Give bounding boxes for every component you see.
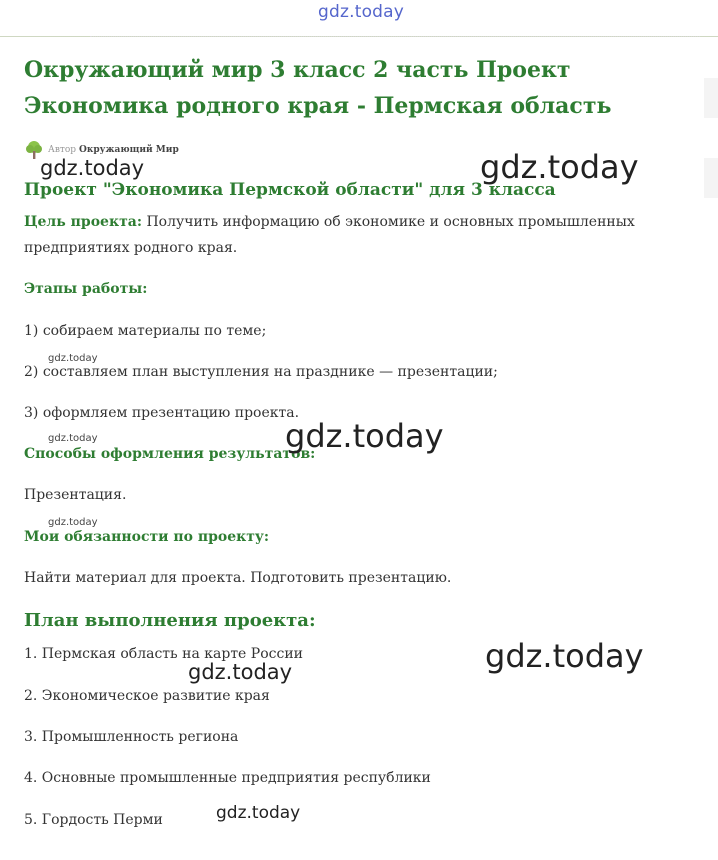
plan-item-3: 3. Промышленность региона <box>24 729 239 745</box>
project-heading: Проект "Экономика Пермской области" для 3 класса <box>24 180 556 200</box>
site-logo[interactable]: gdz.today <box>318 2 405 22</box>
results-label: Способы оформления результатов: <box>24 446 316 462</box>
goal-paragraph <box>24 209 635 235</box>
watermark: gdz.today <box>285 417 444 455</box>
page-title <box>24 52 684 124</box>
watermark: gdz.today <box>188 660 293 684</box>
duties-label: Мои обязанности по проекту: <box>24 529 270 545</box>
author-label: Автор <box>48 145 77 155</box>
watermark: gdz.today <box>40 156 145 180</box>
goal-text: Получить информацию об экономике и основных промышленных <box>142 214 635 230</box>
stage-item-3: 3) оформляем презентацию проекта. <box>24 405 300 421</box>
header-dotted-line <box>90 36 700 41</box>
plan-item-5: 5. Гордость Перми <box>24 812 163 828</box>
watermark: gdz.today <box>480 148 639 186</box>
goal-text-continued: предприятиях родного края. <box>24 240 238 256</box>
plan-heading: План выполнения проекта: <box>24 610 316 631</box>
stage-item-2: 2) составляем план выступления на празднике — презентации; <box>24 364 498 380</box>
watermark: gdz.today <box>48 433 98 444</box>
watermark: gdz.today <box>216 803 301 823</box>
page-title-line1: Окружающий мир 3 класс 2 часть Проект <box>24 57 571 83</box>
stage-item-1: 1) собираем материалы по теме; <box>24 323 267 339</box>
watermark: gdz.today <box>48 353 98 364</box>
watermark: gdz.today <box>485 637 644 675</box>
stages-label: Этапы работы: <box>24 281 148 297</box>
plan-item-1: 1. Пермская область на карте России <box>24 646 303 662</box>
goal-label: Цель проекта: <box>24 214 142 230</box>
results-text: Презентация. <box>24 487 127 503</box>
plan-item-4: 4. Основные промышленные предприятия республики <box>24 770 431 786</box>
page-title-line2: Экономика родного края - Пермская область <box>24 93 612 119</box>
duties-text: Найти материал для проекта. Подготовить презентацию. <box>24 570 452 586</box>
author-name[interactable]: Окружающий Мир <box>79 145 179 155</box>
side-shadow-1 <box>704 78 718 118</box>
plan-item-2: 2. Экономическое развитие края <box>24 688 270 704</box>
side-shadow-2 <box>704 158 718 198</box>
watermark: gdz.today <box>48 517 98 528</box>
